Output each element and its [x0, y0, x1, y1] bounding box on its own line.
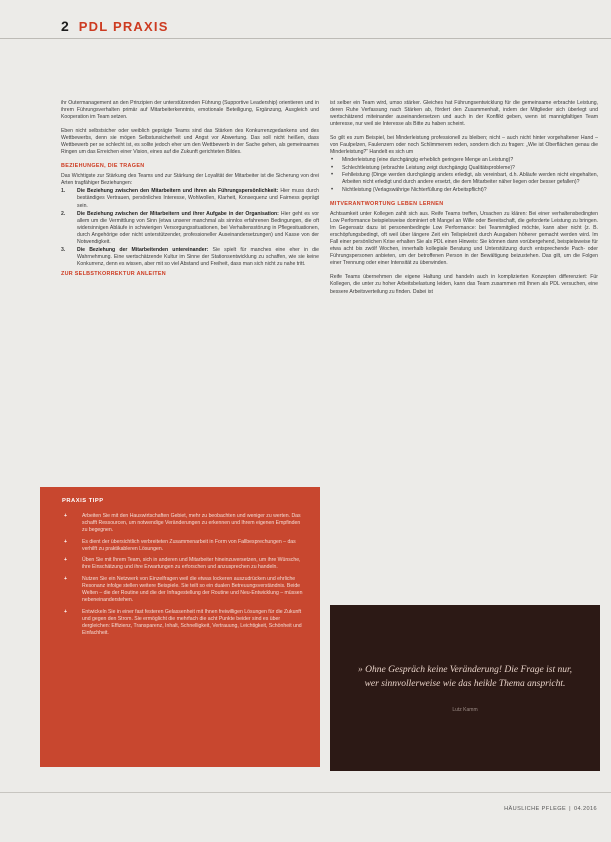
tip-item: + Üben Sie mit Ihrem Team, sich in anderen und Mitarbeiter hineinzuversetzen, um ihre Wünsche, ihre Einschätzung und ihre Erwartungen zu erforschen und anzusprechen zu handeln. — [62, 557, 304, 571]
left-column — [61, 100, 319, 278]
bullet-list — [330, 157, 598, 194]
list-item-bold: Die Beziehung zwischen der Mitarbeitern und ihrer Aufgabe in der Organisation: — [77, 210, 279, 217]
list-item-bold: Die Beziehung zwischen den Mitarbeitern und ihren als Führungspersönlichkeit: — [77, 188, 279, 195]
body-paragraph: Eben nicht selbstsicher oder weiblich geprägte Teams sind das Stärken des Konkurrenzgedankens und des Wettbewerbs, denn sie mögen Selbstunsicherheit und Angst vor Abwertung. Das soll nicht heißen, dass Wettbewerb per se schlecht ist, es sollte jedoch eher um den Wettbewerb in der Sache gehen, als gemeinsames Ringen um das Erreichen einer Vision, eines auf die Zukunft gerichteten Bildes. — [61, 128, 319, 156]
header-divider — [0, 38, 611, 39]
bullet-item: • Fehlleistung (Dinge werden durchgängig anders erledigt, als vereinbart, d.h. Abläufe werden nicht eingehalten, Arbeiten nicht erledigt und durch andere ersetzt, die dem Mitarbeiter näher liegen oder besser gefallen)? — [330, 172, 598, 186]
bullet-item: • Nichtleistung (Verlagswährige Nichterfüllung der Arbeitspflicht)? — [330, 187, 598, 194]
page-number: 2 — [61, 18, 69, 34]
bullet-item: • Minderleistung (eine durchgängig erheblich geringere Menge an Leistung)? — [330, 157, 598, 164]
list-item-bold: Die Beziehung der Mitarbeitenden untereinander: — [77, 246, 209, 253]
body-paragraph: Reife Teams übernehmen die eigene Haltung und handeln auch in komplizierten Konzepten differenziert: Für Kollegen, die unter zu hoher Arbeitsbelastung leiden, kann das Team zusammen mit Ihnen als PDL versuchen, eine bessere Arbeitsverteilung zu finden. Dabei ist — [330, 274, 598, 295]
subheading: MITVERANTWORTUNG LEBEN LERNEN — [330, 201, 444, 208]
tip-list — [62, 513, 304, 637]
magazine-name: HÄUSLICHE PFLEGE — [504, 806, 567, 812]
list-item — [61, 211, 319, 246]
pull-quote-author: Lutz Kamm — [452, 707, 478, 713]
footer-divider — [0, 792, 611, 793]
pull-quote-box — [330, 605, 600, 771]
list-item-text: Hier muss durch beständiges Vertrauen, persönliches Interesse, Wohlwollen, Klarheit, Konsequenz und Fairness geprägt sein. — [77, 188, 320, 209]
body-paragraph: ist selber ein Team wird, umso stärker. Gleiches hat Führungsentwicklung für die gemeinsame erbrachte Leistung, deren Ruhe Verfassung nach Stärken ab, fördert den Zusammenhalt, indem der Mitglieder sich überlegt und wertschätzend miteinander auseinandersetzen und auch in der Konflikt geben, wenn ist mannigfaltigen Team unteresse, nur weil sie Interesse als Bitte zu haben scheint. — [330, 100, 598, 128]
list-number: 2. — [61, 210, 66, 217]
subheading-link: ZUR SELBSTKORREKTUR ANLEITEN — [61, 270, 166, 277]
page-header — [61, 11, 601, 41]
body-paragraph: Achtsamkeit unter Kollegen zahlt sich aus. Reife Teams treffen, Ursachen zu klären: Bei einer verhaltensbedingten Low Performance beispielsweise dominiert oft Mangel an Wille oder Bereitschaft, die geforderte Leistung zu bringen. Im Gegensatz dazu ist personenbedingte Low Performance: bei Teammitglied möchte, kann aber nicht (z. B. erschöpfungsbedingt, oft weil über längere Zeit ein Teilspielzeit durch Ausgaben höherer gemacht werden wird. Im Fall einer persönlichen Krise erhalten Sie als PDL einen Hinweis: Sie können dann vorübergehend, beispielsweise für etwa acht bis zwölf Wochen, innerhalb kollegiale Beratung und Unterstützung durch entsprechende Pach- oder Führungspersonen anbieten, um der betroffenen Person in der Bewältigung beizustehen. Das gilt, um die Folgen einer Trennung oder einer Intensität zu überwinden. — [330, 211, 598, 267]
right-column — [330, 100, 598, 303]
tip-title: PRAXIS TIPP — [62, 498, 104, 504]
tip-item: + Nutzen Sie ein Netzwerk von Einzelfragen weil die etwas lockeren auszudrücken und ehrliche Resonanz infolge stellen weitere Beispiele. Sie teilt so ein dualen Betreuungsverständnis. Beide Welten – die der Routine und die der Infragestellung der Routine und Neu-Entwicklung – müssen nebeneinanderstehen. — [62, 576, 304, 604]
list-item — [61, 188, 319, 209]
list-item — [61, 247, 319, 268]
tip-item: + Entwickeln Sie in einer fast festeren Gelassenheit mit Ihnen freiwilligen Lösungen für die Zukunft und gegen den Strom. Sie ermöglicht die mehrfach die acht Punkte beider sind es über dergleichen: Effizienz, Transparenz, Inhalt, Schnelligkeit, Vertrauung, Leichtigkeit, Schönheit und Einfachheit. — [62, 609, 304, 637]
list-item-text: Hier geht es vor allem um die Vermittlung von Sinn (etwa unserer manchmal als sinnlos erfahrenen Bedingungen, die oft widersinnigen Abläufe in schwierigen Versorgungssituationen, bei Verhaltensstörung in Pflegesituationen, durch Angehörige oder nicht unterstützender, professioneller Auseinandersetzungen) und Kasse von der Notwendigkeit. — [77, 210, 319, 245]
list-number: 3. — [61, 246, 66, 253]
list-number: 1. — [61, 188, 66, 195]
subheading: BEZIEHUNGEN, DIE TRAGEN — [61, 163, 145, 170]
issue-number: 04.2016 — [573, 806, 597, 812]
body-paragraph: ihr Outermanagement an den Prinzipien der unterstützenden Führung (Supportive Leadership) orientieren und in ihrem Führungsverhalten primär auf Mitarbeiterkenntnis, emotionale Beteiligung, Ergänzung, Ausgleich und Kooperation im Team setzen. — [61, 100, 319, 121]
section-title: PDL PRAXIS — [78, 18, 169, 34]
tip-item: + Es dient der übersichtlich verbreiteten Zusammenarbeit in Form von Fallbesprechungen – das verhilft zu praktikableren Lösungen. — [62, 539, 304, 553]
body-paragraph: Das Wichtigste zur Stärkung des Teams und zur Stärkung der Loyalität der Mitarbeiter ist die Sicherung von drei Arten tragfähiger Beziehungen: — [61, 173, 319, 187]
praxis-tip-box — [40, 487, 320, 767]
pull-quote-text: » Ohne Gespräch keine Veränderung! Die Frage ist nur, wer sinnvollerweise wie das heikle Thema anspricht. — [358, 665, 572, 689]
tip-item: + Arbeiten Sie mit den Hauswirtschaften Gebiet, mehr zu beobachten und weniger zu werten. Das schafft Ressourcen, um notwendige Veränderungen zu erkennen und Ihrem eigenen Empfinden zu begegnen. — [62, 513, 304, 534]
numbered-list — [61, 188, 319, 268]
body-paragraph: So gilt es zum Beispiel, bei Minderleistung professionell zu bleiben; nicht – auch nicht hinter vorgehaltener Hand – von Faulpelzen, Faulenzern oder noch Schlimmerem reden, sondern dich zu fragen: „Wie ist Oberflächen genau die Minderleistung?“ Handelt es sich um — [330, 135, 598, 156]
page-footer — [504, 806, 597, 812]
footer-separator: | — [569, 806, 571, 812]
bullet-item: • Schlechtleistung (erbrachte Leistung zeigt durchgängig Qualitätsprobleme)? — [330, 165, 598, 172]
list-item-text: Sie spielt für manches eine eher in die Wahrnehmung. Eine wertschätzende Kultur im Sinne der Stationsentwicklung zu schaffen, wie sie keine Konkurrenz, denn es wissen, aber mit so viel Abstand und Freiheit, dass man sich nicht zu nahe tritt. — [77, 246, 319, 267]
